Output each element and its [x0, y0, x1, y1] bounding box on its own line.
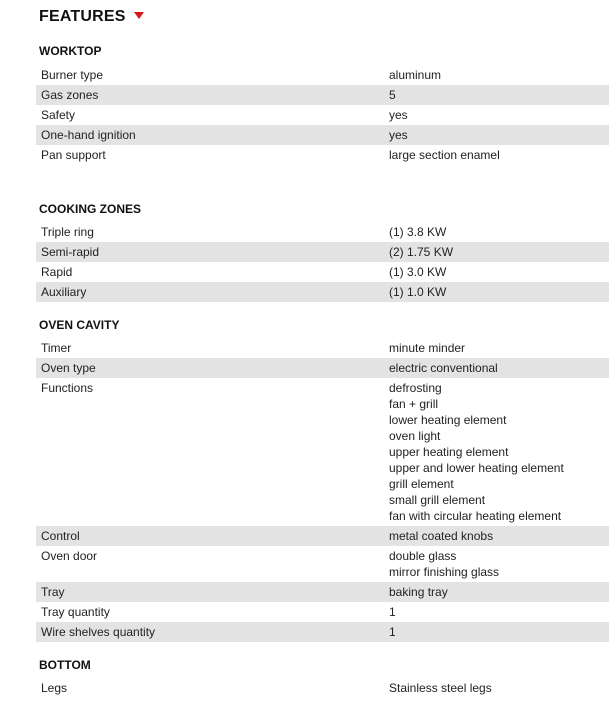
spec-value: [389, 244, 453, 260]
spec-value: [389, 127, 408, 143]
spec-value: [389, 624, 396, 640]
spec-row: [36, 282, 609, 302]
spec-row: [36, 222, 609, 242]
spec-value: [389, 107, 408, 123]
spec-value: [389, 380, 564, 524]
spec-value-line: 1: [389, 605, 396, 619]
spec-value-line: double glass: [389, 549, 457, 563]
spec-label: Tray quantity: [41, 605, 110, 619]
spec-value-line: 5: [389, 88, 396, 102]
spec-value-line: upper and lower heating element: [389, 461, 564, 475]
spec-row: [36, 546, 609, 582]
spec-row: [36, 145, 609, 165]
spec-label: Oven door: [41, 549, 98, 563]
spec-value-line: small grill element: [389, 493, 486, 507]
spec-row: [36, 105, 609, 125]
spec-value: [389, 680, 492, 696]
spec-value-line: (1) 1.0 KW: [389, 285, 447, 299]
spec-row: [36, 602, 609, 622]
spec-label: Rapid: [41, 265, 73, 279]
spec-value-line: oven light: [389, 429, 441, 443]
spec-value: [389, 67, 441, 83]
spec-value-line: baking tray: [389, 585, 448, 599]
spec-label: Timer: [41, 341, 72, 355]
spec-value: [389, 224, 446, 240]
spec-value: [389, 360, 498, 376]
spec-label: Burner type: [41, 68, 104, 82]
spec-label: Safety: [41, 108, 76, 122]
spec-label: Control: [41, 529, 80, 543]
spec-value: [389, 340, 465, 356]
spec-value-line: large section enamel: [389, 148, 500, 162]
spec-value-line: minute minder: [389, 341, 466, 355]
spec-label: One-hand ignition: [41, 128, 136, 142]
spec-value-line: (1) 3.8 KW: [389, 225, 447, 239]
spec-value-line: 1: [389, 625, 396, 639]
section-title-bottom: BOTTOM: [39, 658, 91, 672]
caret-down-icon[interactable]: [134, 12, 144, 19]
spec-value-line: fan + grill: [389, 397, 439, 411]
spec-value-line: electric conventional: [389, 361, 498, 375]
features-title: FEATURES: [39, 8, 126, 25]
section-title-cooking-zones: COOKING ZONES: [39, 202, 142, 216]
spec-row: [36, 582, 609, 602]
spec-label: Pan support: [41, 148, 106, 162]
spec-label: Auxiliary: [41, 285, 87, 299]
spec-value: [389, 548, 499, 580]
spec-value-line: upper heating element: [389, 445, 509, 459]
spec-row: [36, 378, 609, 526]
spec-value-line: mirror finishing glass: [389, 565, 500, 579]
spec-value-line: (2) 1.75 KW: [389, 245, 454, 259]
spec-value-line: aluminum: [389, 68, 442, 82]
spec-row: [36, 678, 609, 698]
spec-value: [389, 87, 396, 103]
spec-value-line: yes: [389, 128, 408, 142]
spec-row: [36, 242, 609, 262]
spec-label: Oven type: [41, 361, 96, 375]
spec-value: [389, 147, 500, 163]
spec-row: [36, 526, 609, 546]
spec-row: [36, 622, 609, 642]
spec-value: [389, 604, 396, 620]
section-title-oven-cavity: OVEN CAVITY: [39, 318, 120, 332]
features-header[interactable]: [39, 8, 144, 26]
spec-value-line: lower heating element: [389, 413, 507, 427]
spec-value: [389, 528, 493, 544]
spec-value-line: (1) 3.0 KW: [389, 265, 447, 279]
spec-value: [389, 264, 446, 280]
spec-label: Legs: [41, 681, 68, 695]
spec-row: [36, 65, 609, 85]
spec-label: Semi-rapid: [41, 245, 100, 259]
spec-value: [389, 584, 448, 600]
spec-label: Triple ring: [41, 225, 94, 239]
spec-row: [36, 85, 609, 105]
spec-value-line: fan with circular heating element: [389, 509, 562, 523]
spec-value-line: grill element: [389, 477, 454, 491]
section-title-worktop: WORKTOP: [39, 44, 102, 58]
spec-value-line: metal coated knobs: [389, 529, 494, 543]
spec-row: [36, 262, 609, 282]
spec-label: Gas zones: [41, 88, 99, 102]
spec-value: [389, 284, 446, 300]
spec-value-line: yes: [389, 108, 408, 122]
spec-label: Tray: [41, 585, 65, 599]
spec-row: [36, 358, 609, 378]
spec-label: Wire shelves quantity: [41, 625, 156, 639]
spec-value-line: defrosting: [389, 381, 442, 395]
spec-row: [36, 338, 609, 358]
spec-row: [36, 125, 609, 145]
spec-value-line: Stainless steel legs: [389, 681, 492, 695]
spec-label: Functions: [41, 381, 94, 395]
